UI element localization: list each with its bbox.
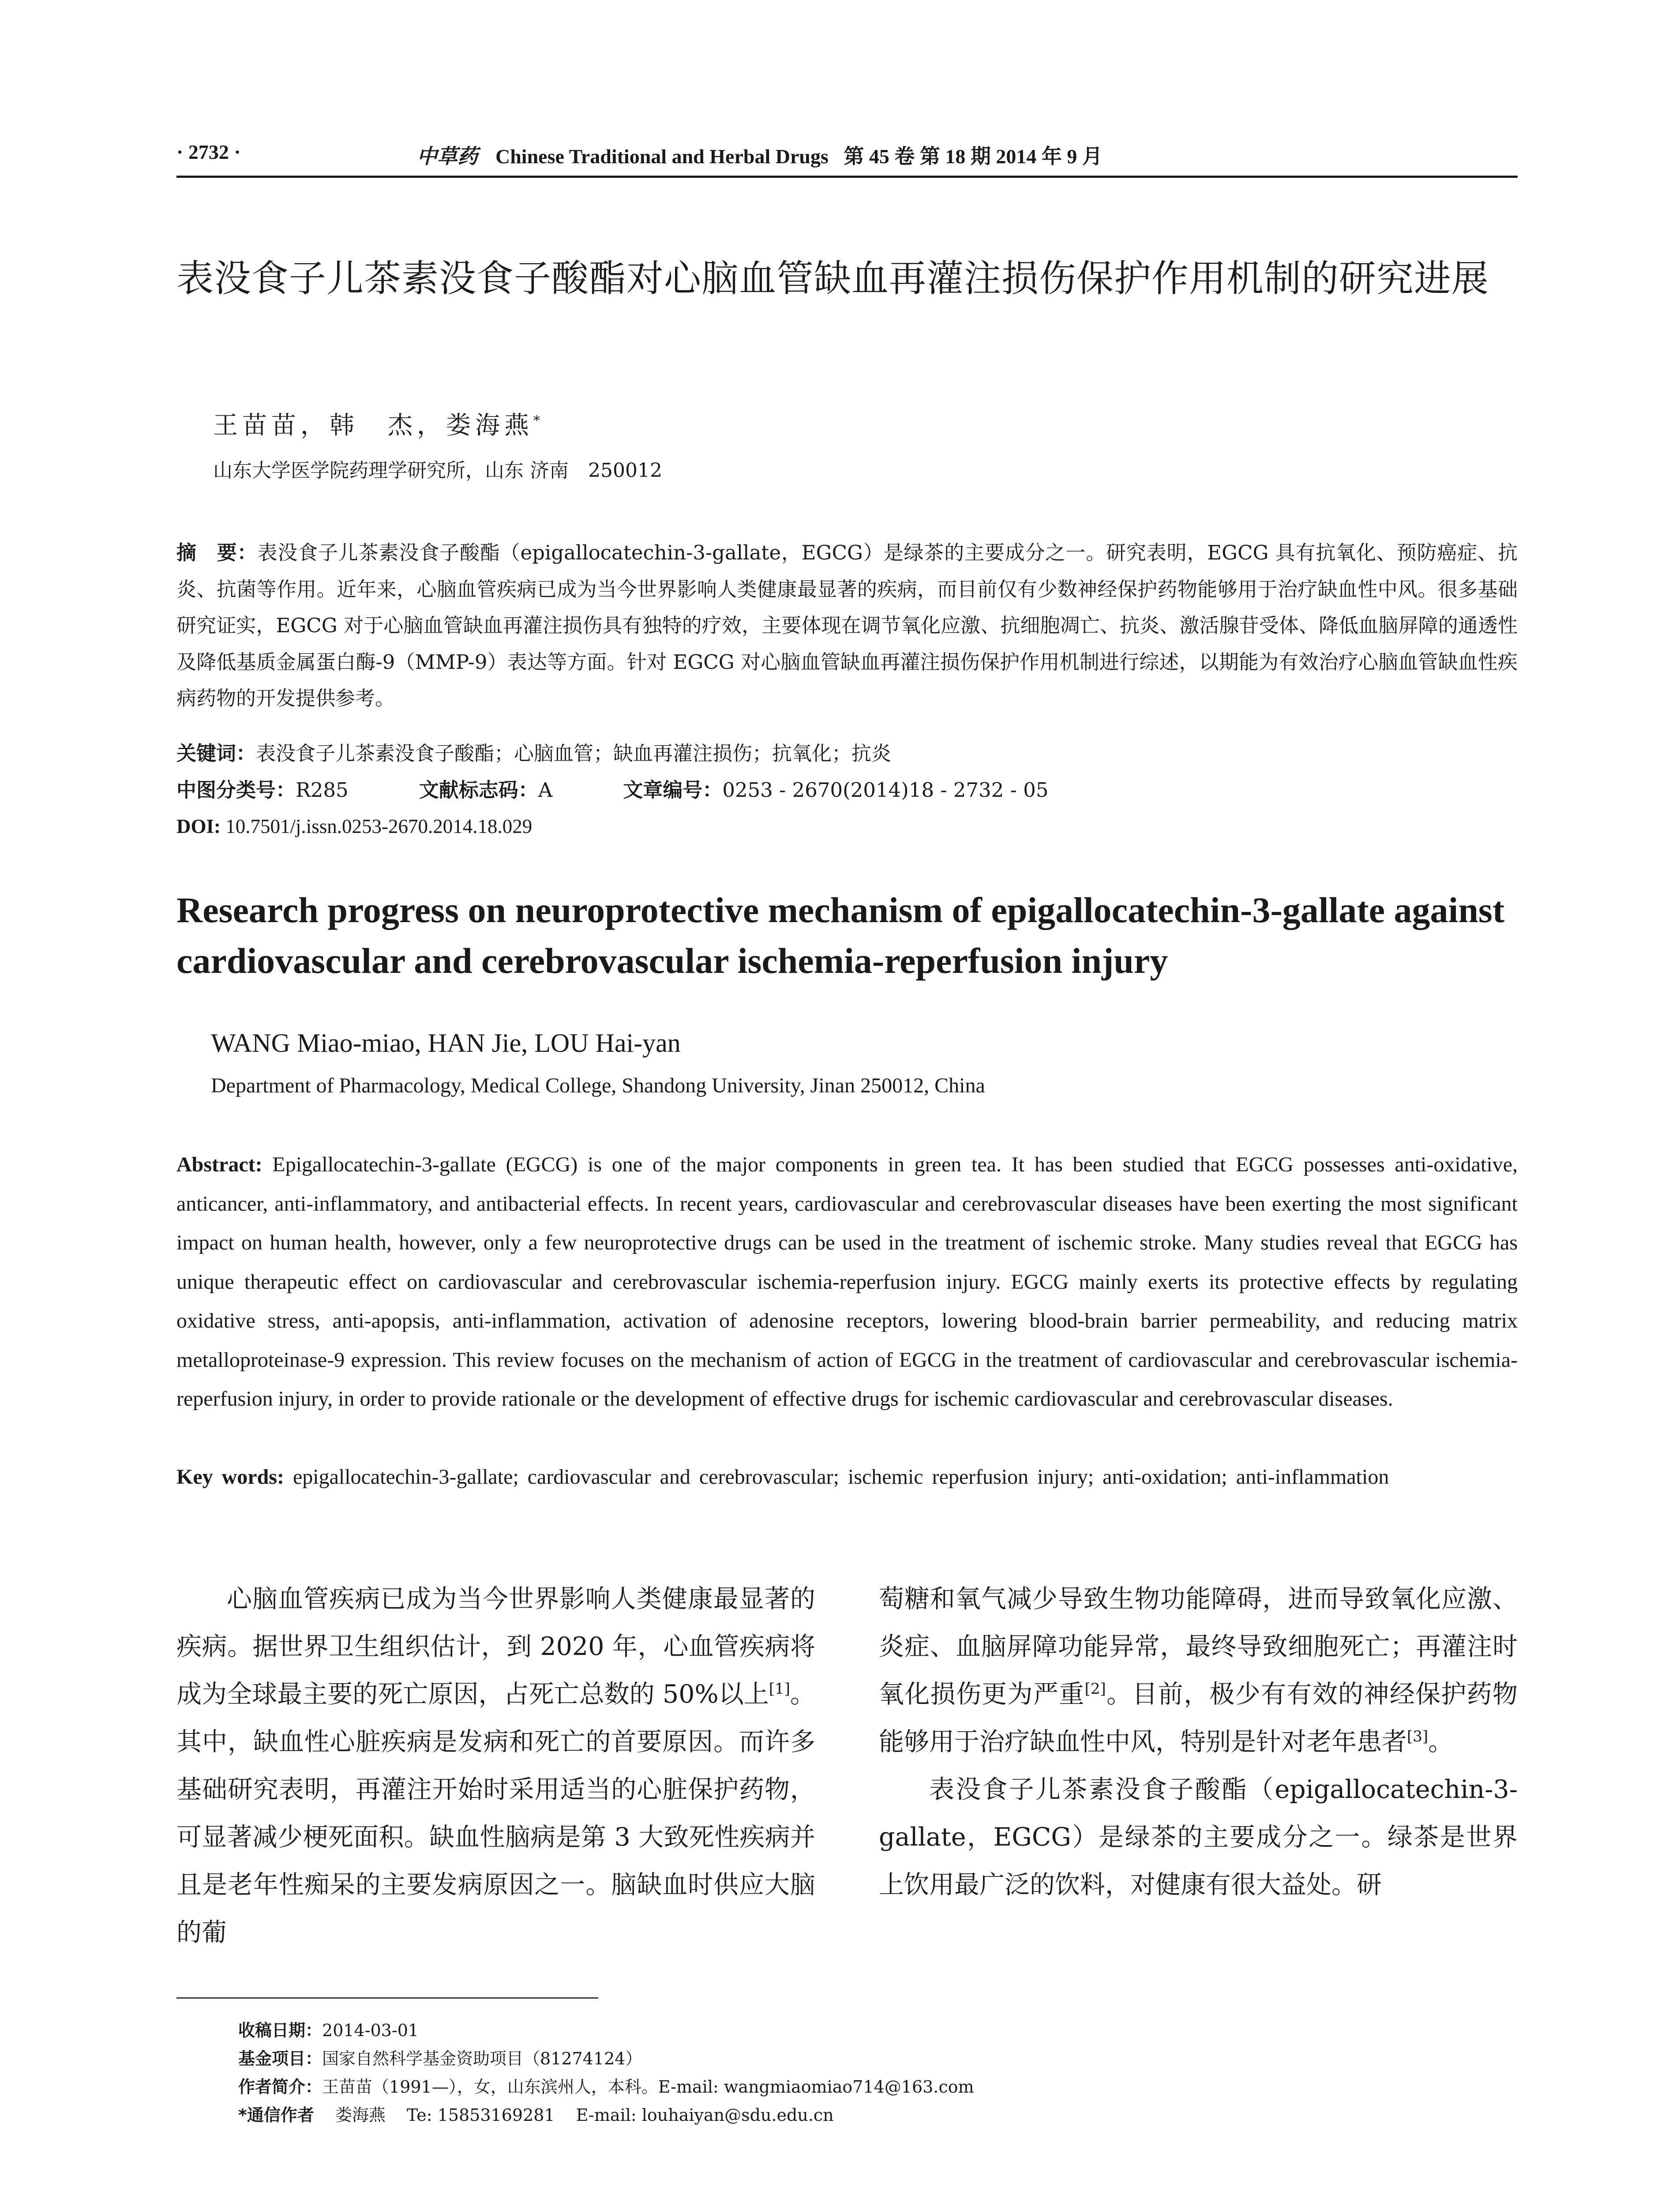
header-rule: [176, 176, 1518, 178]
citation-ref[interactable]: [3]: [1407, 1728, 1429, 1745]
body-text: 。其中，缺血性心脏疾病是发病和死亡的首要原因。而许多基础研究表明，再灌注开始时采用适当的心脏保护药物，可显著减少梗死面积。缺血性脑病是第 3 大致死性疾病并且是老年性痴呆的主要发病原因之一。脑缺血时供应大脑的葡: [176, 1680, 816, 1947]
body-text: 。: [1428, 1727, 1454, 1756]
footnote-label: 基金项目：: [238, 2049, 322, 2068]
footnote-label: 作者简介：: [238, 2077, 322, 2097]
abstract-en-label: Abstract:: [176, 1153, 262, 1176]
keywords-cn-label: 关键词：: [176, 742, 256, 765]
body-paragraph: [176, 1575, 815, 1956]
footnote-text: 2014-03-01: [322, 2021, 419, 2040]
article-no-value: 0253 - 2670(2014)18 - 2732 - 05: [722, 778, 1049, 802]
journal-name-cn: 中草药: [417, 144, 478, 168]
doc-code-value: A: [538, 778, 553, 802]
clc-label: 中图分类号：: [176, 778, 296, 802]
running-head: [176, 140, 1518, 171]
footnote-text: 王苗苗（1991—），女，山东滨州人，本科。E-mail: wangmiaomiao714@163.com: [322, 2077, 974, 2097]
body-text: 。目前，极少有有效的神经保护药物能够用于治疗缺血性中风，特别是针对老年患者: [879, 1680, 1518, 1756]
abstract-cn: [176, 535, 1518, 717]
body-column-left: [176, 1575, 815, 1956]
abstract-en-text: Epigallocatechin-3-gallate (EGCG) is one of the major components in green tea. It has been studied that EGCG possesses anti-oxidative, anticancer, anti-inflammatory, and antibacterial effects. In recent years, cardiovascular and cerebrovascular diseases have been exerting the most significant impact on human health, however, only a few neuroprotective drugs can be used in the treatment of ischemic stroke. Many studies reveal that EGCG has unique therapeutic effect on cardiovascular and cerebrovascular ischemia-reperfusion injury. EGCG mainly exerts its protective effects by regulating oxidative stress, anti-apopsis, anti-inflammation, activation of adenosine receptors, lowering blood-brain barrier permeability, and reducing matrix metalloproteinase-9 expression. This review focuses on the mechanism of action of EGCG in the treatment of cardiovascular and cerebrovascular ischemia-reperfusion injury, in order to provide rationale or the development of effective drugs for ischemic cardiovascular and cerebrovascular diseases.: [176, 1153, 1518, 1411]
journal-name: [417, 140, 1102, 169]
footnote-text: 国家自然科学基金资助项目（81274124）: [322, 2049, 642, 2068]
body-text: 萄糖和氧气减少导致生物功能障碍，进而导致氧化应激、炎症、血脑屏障功能异常，最终导致细胞死亡；再灌注时氧化损伤更为严重: [879, 1584, 1518, 1709]
doc-code-label: 文献标志码：: [419, 778, 538, 802]
article-title-en: Research progress on neuroprotective mechanism of epigallocatechin-3-gallate against cardiovascular and cerebrovascular ischemia-reperfusion injury: [176, 890, 1505, 981]
doi-line: [176, 808, 532, 845]
footnote-fund: [238, 2045, 642, 2073]
issue-info: 第 45 卷 第 18 期 2014 年 9 月: [844, 145, 1102, 168]
page-number: · 2732 ·: [176, 141, 241, 163]
classification-line: [176, 772, 1049, 809]
keywords-en-label: Key words:: [176, 1465, 284, 1489]
clc-value: R285: [296, 778, 349, 802]
doi-label: DOI:: [176, 815, 221, 837]
body-paragraph: [879, 1575, 1518, 1766]
article-title-cn: 表没食子儿茶素没食子酸酯对心脑血管缺血再灌注损伤保护作用机制的研究进展: [176, 257, 1489, 300]
footnote-author-bio: [238, 2073, 974, 2101]
corresponding-author-tel: Te: 15853169281: [406, 2105, 555, 2125]
abstract-en: [176, 1145, 1518, 1419]
affiliation-en: Department of Pharmacology, Medical College, Shandong University, Jinan 250012, China: [211, 1074, 985, 1097]
affiliation-cn: 山东大学医学院药理学研究所，山东 济南 250012: [213, 459, 662, 482]
authors-en: WANG Miao-miao, HAN Jie, LOU Hai-yan: [211, 1028, 681, 1058]
journal-name-en: Chinese Traditional and Herbal Drugs: [495, 145, 829, 168]
citation-ref[interactable]: [2]: [1084, 1680, 1106, 1698]
body-text: 心脑血管疾病已成为当今世界影响人类健康最显著的疾病。据世界卫生组织估计，到 2020 年，心血管疾病将成为全球最主要的死亡原因，占死亡总数的 50%以上: [176, 1584, 815, 1709]
corresponding-mark: *: [533, 413, 540, 429]
citation-ref[interactable]: [1]: [769, 1680, 790, 1698]
keywords-en-text: epigallocatechin-3-gallate; cardiovascular and cerebrovascular; ischemic reperfusion injury; anti-oxidation; anti-inflammation: [292, 1465, 1389, 1489]
body-paragraph: 表没食子儿茶素没食子酸酯（epigallocatechin-3-gallate，EGCG）是绿茶的主要成分之一。绿茶是世界上饮用最广泛的饮料，对健康有很大益处。研: [879, 1775, 1518, 1899]
footnote-received: [238, 2016, 419, 2045]
footnote-label: 收稿日期：: [238, 2021, 322, 2040]
footnote-correspondence: [238, 2101, 834, 2129]
keywords-cn: [176, 735, 891, 772]
authors-cn-names: 王苗苗，韩 杰，娄海燕: [213, 411, 533, 440]
footnote-label: *通信作者: [238, 2105, 314, 2125]
authors-cn: [213, 406, 540, 441]
body-column-right: [879, 1575, 1518, 1909]
abstract-cn-text: 表没食子儿茶素没食子酸酯（epigallocatechin-3-gallate，EGCG）是绿茶的主要成分之一。研究表明，EGCG 具有抗氧化、预防癌症、抗炎、抗菌等作用。近年来，心脑血管疾病已成为当今世界影响人类健康最显著的疾病，而目前仅有少数神经保护药物能够用于治疗缺血性中风。很多基础研究证实，EGCG 对于心脑血管缺血再灌注损伤具有独特的疗效，主要体现在调节氧化应激、抗细胞凋亡、抗炎、激活腺苷受体、降低血脑屏障的通透性及降低基质金属蛋白酶-9（MMP-9）表达等方面。针对 EGCG 对心脑血管缺血再灌注损伤保护作用机制进行综述，以期能为有效治疗心脑血管缺血性疾病药物的开发提供参考。: [176, 541, 1518, 710]
corresponding-author-name: 娄海燕: [335, 2105, 386, 2125]
abstract-cn-label: 摘 要：: [176, 541, 258, 564]
article-no-label: 文章编号：: [623, 778, 723, 802]
corresponding-author-email[interactable]: E-mail: louhaiyan@sdu.edu.cn: [576, 2105, 834, 2125]
keywords-en: [176, 1458, 1518, 1497]
keywords-cn-text: 表没食子儿茶素没食子酸酯；心脑血管；缺血再灌注损伤；抗氧化；抗炎: [256, 742, 892, 765]
footnote-rule: [176, 1997, 598, 1999]
doi-value: 10.7501/j.issn.0253-2670.2014.18.029: [225, 815, 532, 837]
